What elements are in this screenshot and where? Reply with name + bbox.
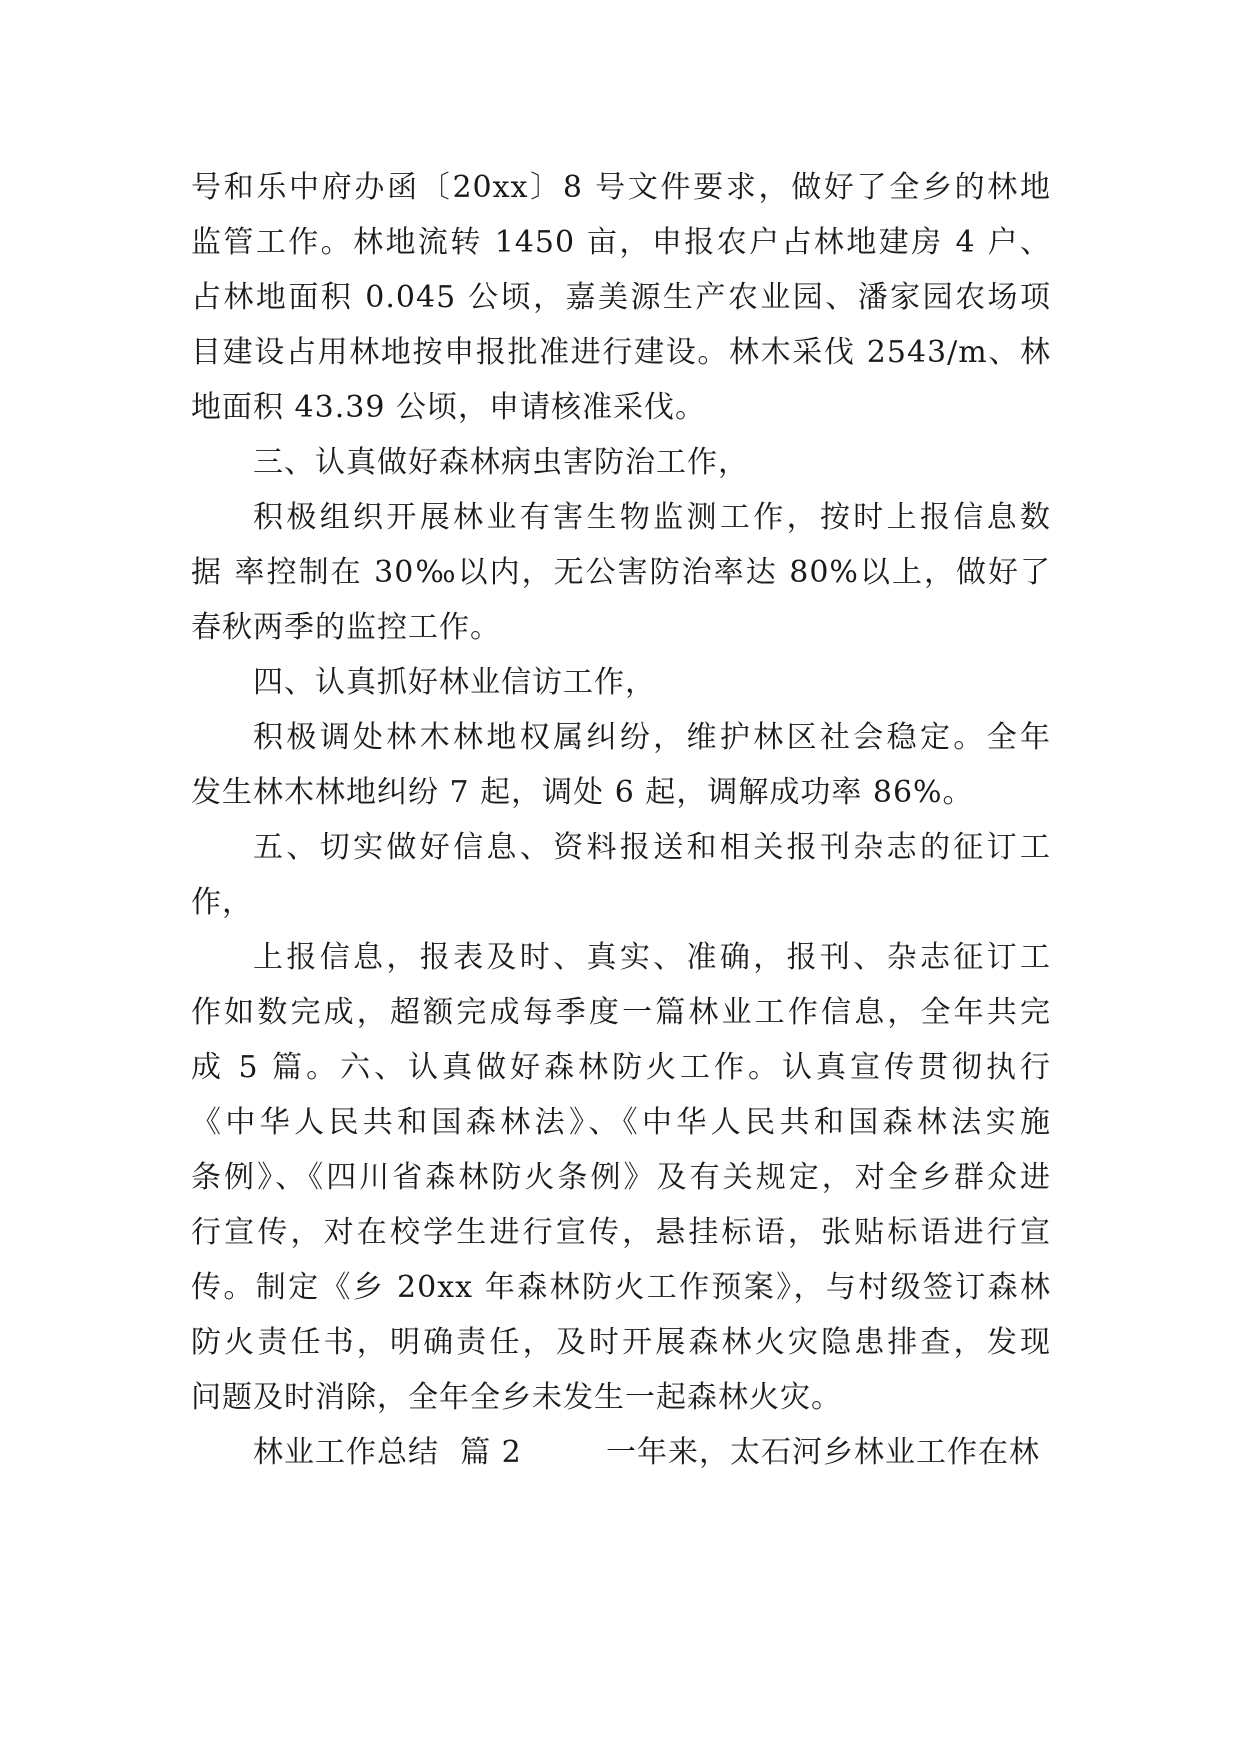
body-line: 成 5 篇。六、认真做好森林防火工作。认真宣传贯彻执行 <box>191 1050 1051 1085</box>
section-heading: 三、认真做好森林病虫害防治工作， <box>253 445 749 480</box>
body-line: 《中华人民共和国森林法》、《中华人民共和国森林法实施 <box>191 1105 1051 1140</box>
body-line: 传。制定《乡 20xx 年森林防火工作预案》，与村级签订森林 <box>191 1270 1051 1305</box>
body-line: 春秋两季的监控工作。 <box>191 610 501 645</box>
body-line: 积极组织开展林业有害生物监测工作，按时上报信息数 <box>253 500 1051 535</box>
body-line: 积极调处林木林地权属纠纷，维护林区社会稳定。全年 <box>253 720 1051 755</box>
body-line: 上报信息，报表及时、真实、准确，报刊、杂志征订工 <box>253 940 1051 975</box>
body-line: 行宣传，对在校学生进行宣传，悬挂标语，张贴标语进行宣 <box>191 1215 1051 1250</box>
section-heading-continued: 作， <box>191 885 253 920</box>
body-line: 问题及时消除，全年全乡未发生一起森林火灾。 <box>191 1380 842 1415</box>
body-line: 占林地面积 0.045 公顷，嘉美源生产农业园、潘家园农场项 <box>191 280 1051 315</box>
body-line: 监管工作。林地流转 1450 亩，申报农户占林地建房 4 户、 <box>191 225 1051 260</box>
body-line: 据 率控制在 30‰以内，无公害防治率达 80%以上，做好了 <box>191 555 1051 590</box>
body-line: 条例》、《四川省森林防火条例》及有关规定，对全乡群众进 <box>191 1160 1051 1195</box>
article-title-line: 林业工作总结 篇 2 一年来，太石河乡林业工作在林 <box>253 1435 1040 1470</box>
body-line: 目建设占用林地按申报批准进行建设。林木采伐 2543/m、林 <box>191 335 1051 370</box>
body-line: 作如数完成，超额完成每季度一篇林业工作信息，全年共完 <box>191 995 1051 1030</box>
body-line: 发生林木林地纠纷 7 起，调处 6 起，调解成功率 86%。 <box>191 775 974 810</box>
section-heading: 五、切实做好信息、资料报送和相关报刊杂志的征订工 <box>253 830 1051 865</box>
document-body <box>191 160 1051 1480</box>
body-line: 号和乐中府办函〔20xx〕8 号文件要求，做好了全乡的林地 <box>191 170 1051 205</box>
section-heading: 四、认真抓好林业信访工作， <box>253 665 656 700</box>
body-line: 地面积 43.39 公顷，申请核准采伐。 <box>191 390 706 425</box>
body-line: 防火责任书，明确责任，及时开展森林火灾隐患排查，发现 <box>191 1325 1051 1360</box>
